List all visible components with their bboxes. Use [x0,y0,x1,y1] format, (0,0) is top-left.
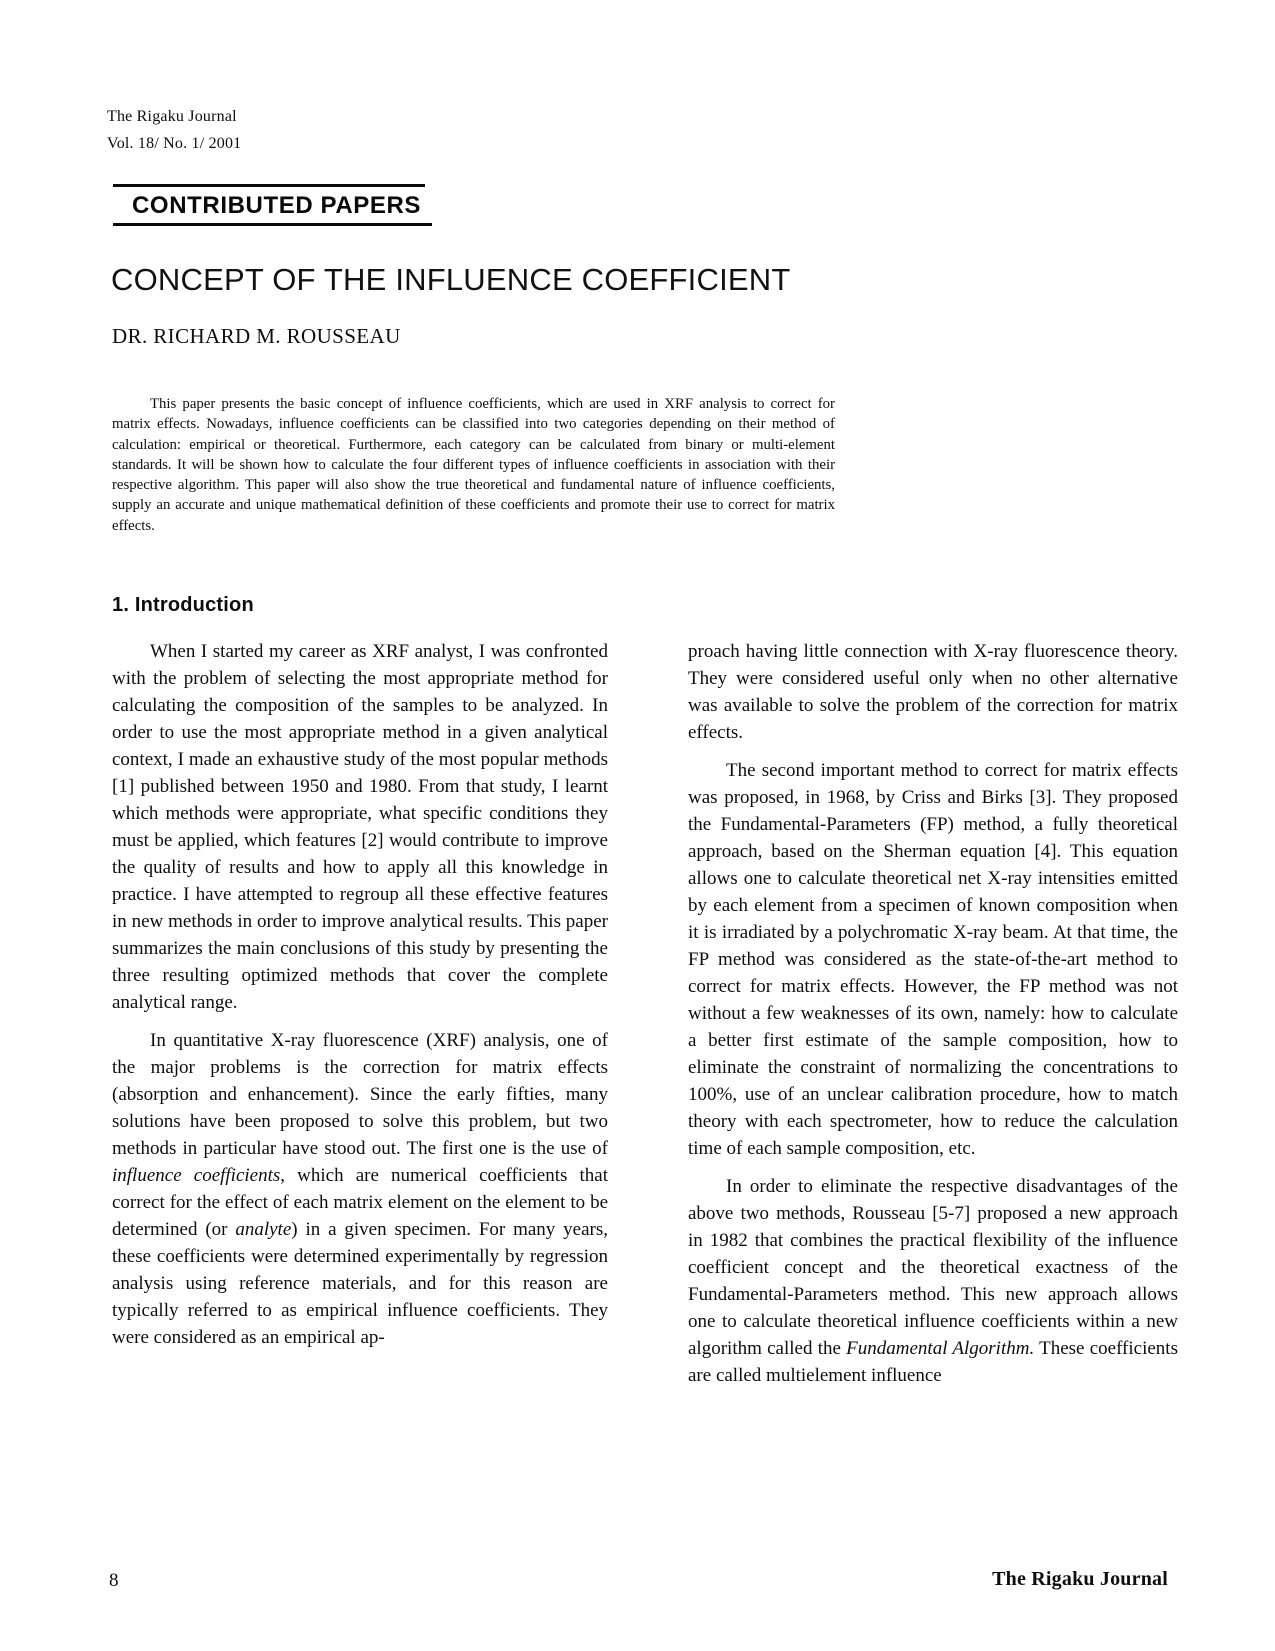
body-paragraph: When I started my career as XRF analyst, I was confronted with the problem of selecting the most appropriate method for calculating the composition of the samples to be analyzed. In order to use the most appropriate method in a given analytical context, I made an exhaustive study of the most popular methods [1] published between 1950 and 1980. From that study, I learnt which methods were appropriate, what specific conditions they must be applied, which features [2] would contribute to improve the quality of results and how to apply all this knowledge in practice. I have attempted to regroup all these effective features in new methods in order to improve analytical results. This paper summarizes the main conclusions of this study by presenting the three resulting optimized methods that cover the complete analytical range. [112,641,608,1013]
journal-name: The Rigaku Journal [107,108,237,125]
article-title: CONCEPT OF THE INFLUENCE COEFFICIENT [111,262,791,297]
banner-label: CONTRIBUTED PAPERS [132,192,422,219]
page-number: 8 [109,1570,119,1591]
footer-journal-name: The Rigaku Journal [992,1568,1168,1590]
journal-issue: Vol. 18/ No. 1/ 2001 [107,135,242,152]
section-heading-introduction: 1. Introduction [112,594,254,616]
body-paragraph: The second important method to correct for matrix effects was proposed, in 1968, by Criss and Birks [3]. They proposed the Fundamental-Parameters (FP) method, a fully theoretical approach, based on the Sherman equation [4]. This equation allows one to calculate theoretical net X-ray intensities emitted by each element from a specimen of known composition when it is irradiated by a polychromatic X-ray beam. At that time, the FP method was considered as the state-of-the-art method to correct for matrix effects. However, the FP method was not without a few weaknesses of its own, namely: how to calculate a better first estimate of the sample composition, how to eliminate the constraint of normalizing the concentrations to 100%, use of an unclear calibration procedure, how to match theory with each spectrometer, how to reduce the calculation time of each sample composition, etc. [688,760,1178,1159]
banner-rule-bottom [113,223,432,226]
contributed-papers-banner [113,184,432,226]
body-paragraph: In order to eliminate the respective disadvantages of the above two methods, Rousseau [5-7] proposed a new approach in 1982 that combines the practical flexibility of the influence coefficient concept and the theoretical exactness of the Fundamental-Parameters method. This new approach allows one to calculate theoretical influence coefficients within a new algorithm called the Fundamental Algorithm. These coefficients are called multielement influence [688,1176,1178,1386]
abstract-paragraph: This paper presents the basic concept of influence coefficients, which are used in XRF analysis to correct for matrix effects. Nowadays, influence coefficients can be classified into two categories depending on their method of calculation: empirical or theoretical. Furthermore, each category can be calculated from binary or multi-element standards. It will be shown how to calculate the four different types of influence coefficients in association with their respective algorithm. This paper will also show the true theoretical and fundamental nature of influence coefficients, supply an accurate and unique mathematical definition of these coefficients and promote their use to correct for matrix effects. [112,396,835,534]
journal-header [107,103,241,157]
author-name: DR. RICHARD M. ROUSSEAU [112,324,401,348]
left-column [112,592,608,1362]
body-paragraph: proach having little connection with X-ray fluorescence theory. They were considered useful only when no other alternative was available to solve the problem of the correction for matrix effects. [688,641,1178,743]
right-column [688,638,1178,1400]
body-paragraph: In quantitative X-ray fluorescence (XRF) analysis, one of the major problems is the correction for matrix effects (absorption and enhancement). Since the early fifties, many solutions have been proposed to solve this problem, but two methods in particular have stood out. The first one is the use of influence coefficients, which are numerical coefficients that correct for the effect of each matrix element on the element to be determined (or analyte) in a given specimen. For many years, these coefficients were determined experimentally by regression analysis using reference materials, and for this reason are typically referred to as empirical influence coefficients. They were considered as an empirical ap- [112,1030,608,1348]
